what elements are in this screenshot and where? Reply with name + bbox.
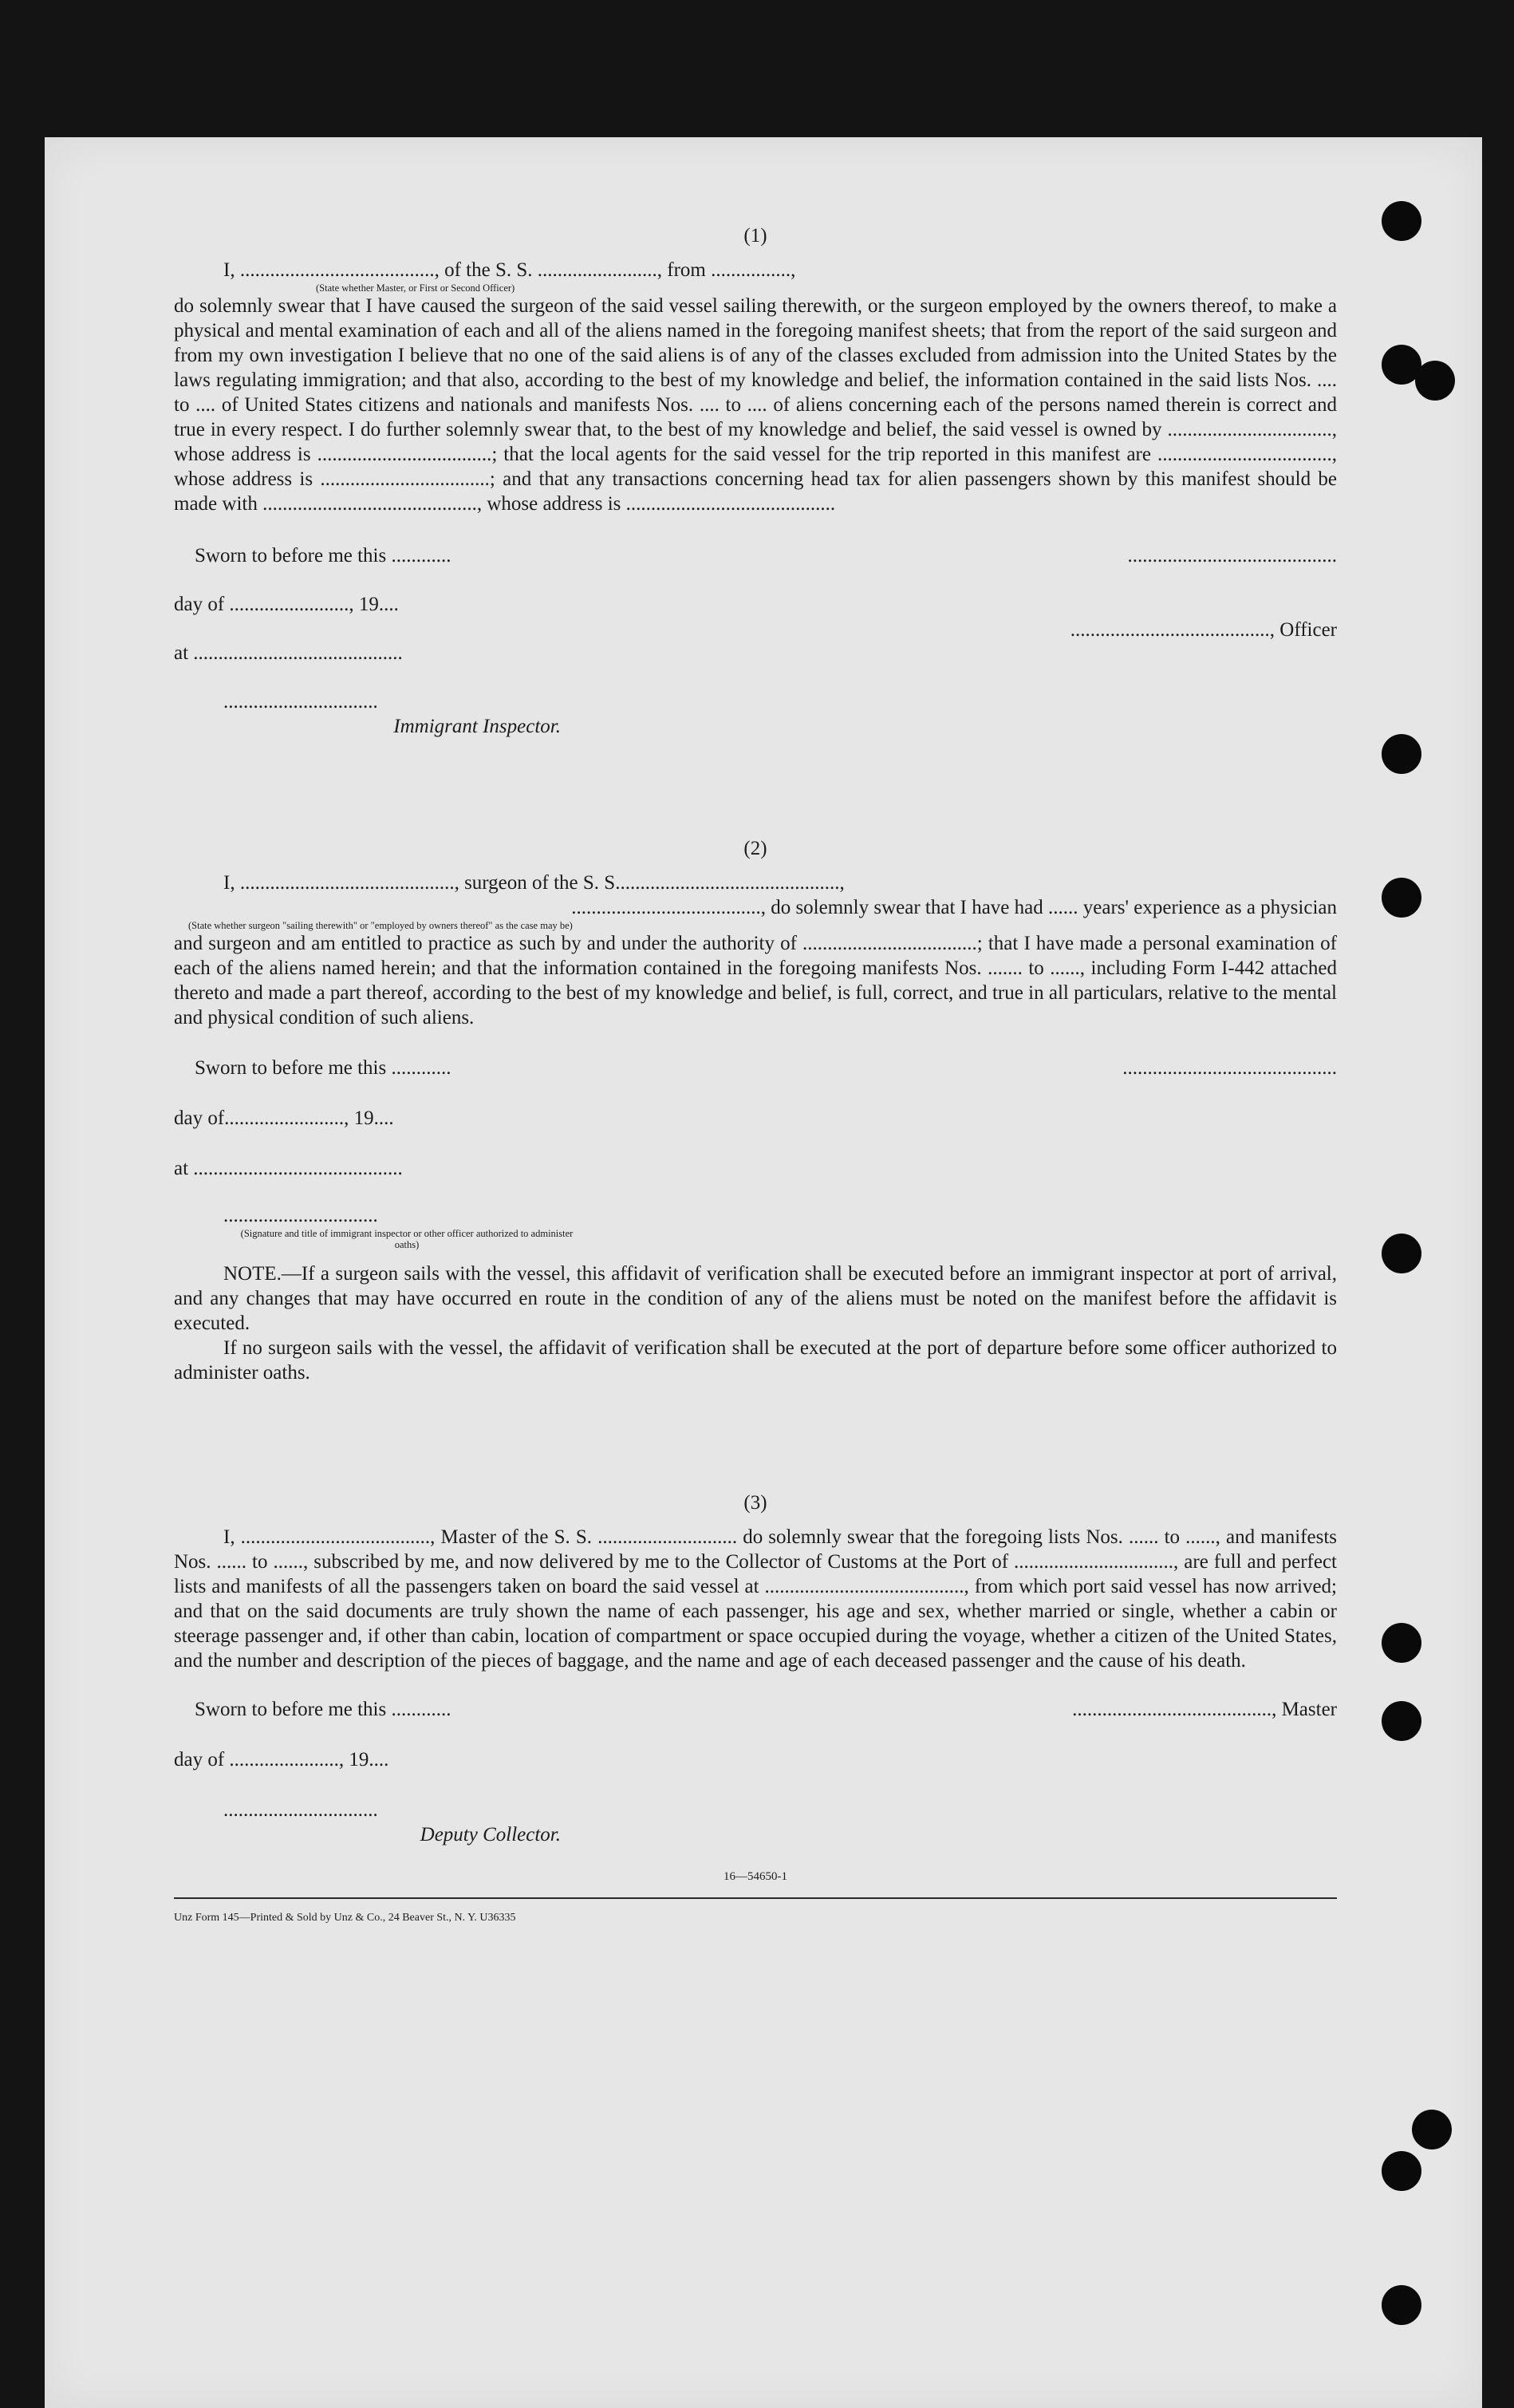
surgeon-experience-line: ......................................, do solemnly swear that I have had ...... years' experience as a physician (571, 897, 1337, 918)
punch-hole (1382, 734, 1421, 774)
day-line: day of........................, 19.... (174, 1107, 394, 1129)
signature-line: .......................................... (1127, 545, 1337, 566)
form-number: 16—54650-1 (723, 1870, 787, 1883)
surgeon-declaration-line: I, ..........................................., surgeon of the S. S............................................., (223, 872, 845, 894)
punch-hole (1382, 2151, 1421, 2191)
punch-hole (1412, 2110, 1452, 2149)
document-page (45, 137, 1482, 2408)
at-line: at .......................................... (174, 1158, 403, 1179)
signature-line: ........................................... (1122, 1057, 1337, 1079)
field-note: (State whether surgeon "sailing therewith" or "employed by owners thereof" as the case may be) (188, 920, 573, 931)
section-3 (174, 1490, 1337, 1847)
footer-rule (174, 1897, 1337, 1899)
signature-note: (Signature and title of immigrant inspector or other officer authorized to administer oaths) (240, 1228, 574, 1250)
day-line: day of ........................, 19.... (174, 594, 399, 615)
sworn-line: Sworn to before me this ............ (195, 1699, 451, 1720)
sworn-line: Sworn to before me this ............ (195, 545, 451, 566)
section-body: I, ......................................, Master of the S. S. ............................ do solemnly swear that the foregoing lists Nos. ...... to ......, and manifests Nos. ...... to ......, subscribed by me, and now delivered by me to the Collector of Customs at the Port of ................................, are full and perfect lists and manifests of all the passengers taken on board the said vessel at ........................................, from which port said vessel has now arrived; and that on the said documents are truly shown the name of each passenger, his age and sex, whether married or single, whether a cabin or steerage passenger and, if other than cabin, location of compartment or space occupied during the voyage, whether a citizen of the United States, and the number and description of the pieces of baggage, and the name and age of each deceased passenger and the cause of his death. (174, 1526, 1337, 1672)
field-note: (State whether Master, or First or Second Officer) (316, 282, 515, 294)
section-number: (3) (743, 1492, 767, 1514)
punch-hole (1382, 1701, 1421, 1741)
officer-line: ........................................, Officer (1070, 619, 1337, 641)
section-2 (174, 836, 1337, 1385)
section-number: (2) (743, 838, 767, 859)
sworn-line: Sworn to before me this ............ (195, 1057, 451, 1079)
signature-title: Immigrant Inspector. (393, 716, 561, 737)
punch-hole (1382, 878, 1421, 918)
punch-hole (1415, 361, 1455, 401)
master-line: ........................................, Master (1072, 1699, 1337, 1720)
signature-title: Deputy Collector. (420, 1824, 561, 1845)
section-1 (174, 223, 1337, 739)
printer-imprint: Unz Form 145—Printed & Sold by Unz & Co., 24 Beaver St., N. Y. U36335 (174, 1912, 516, 1924)
section-body: and surgeon and am entitled to practice as such by and under the authority of ...................................; that I have made a personal examination of each of the aliens named herein; and that the information contained in the foregoing manifests Nos. ....... to ......, including Form I-442 attached thereto and made a part thereof, according to the best of my knowledge and belief, is full, correct, and true in all particulars, relative to the mental and physical condition of such aliens. (174, 933, 1337, 1028)
punch-hole (1382, 2285, 1421, 2325)
note-paragraph: NOTE.—If a surgeon sails with the vessel, this affidavit of verification shall be executed before an immigrant inspector at port of arrival, and any changes that may have occurred en route in the condition of any of the aliens must be noted on the manifest before the affidavit is executed. (174, 1263, 1337, 1334)
form-content (174, 223, 1337, 1930)
section-number: (1) (743, 225, 767, 247)
signature-line: ............................... (223, 1799, 378, 1821)
note-paragraph: If no surgeon sails with the vessel, the affidavit of verification shall be executed at the port of departure before some officer authorized to administer oaths. (174, 1337, 1337, 1384)
signature-line: ............................... (223, 1205, 378, 1226)
punch-hole (1382, 1234, 1421, 1273)
punch-hole (1382, 1623, 1421, 1663)
section-body: do solemnly swear that I have caused the surgeon of the said vessel sailing therewith, or the surgeon employed by the owners thereof, to make a physical and mental examination of each and all of the aliens named in the foregoing manifest sheets; that from the report of the said surgeon and from my own investigation I believe that no one of the said aliens is of any of the classes excluded from admission into the United States by the laws regulating immigration; and that also, according to the best of my knowledge and belief, the information contained in the said lists Nos. .... to .... of United States citizens and nationals and manifests Nos. .... to .... of aliens concerning each of the persons named therein is correct and true in every respect. I do further solemnly swear that, to the best of my knowledge and belief, the said vessel is owned by ................................., whose address is ...................................; that the local agents for the said vessel for the trip reported in this manifest are ..................................., whose address is ..................................; and that any transactions concerning head tax for alien passengers shown by this manifest should be made with ..........................................., whose address is .......................................... (174, 295, 1337, 515)
day-line: day of ......................, 19.... (174, 1749, 389, 1770)
master-declaration-line: I, ......................................., of the S. S. ........................, from ................, (223, 259, 796, 281)
signature-line: ............................... (223, 691, 378, 713)
punch-hole (1382, 201, 1421, 241)
at-line: at .......................................... (174, 642, 403, 664)
